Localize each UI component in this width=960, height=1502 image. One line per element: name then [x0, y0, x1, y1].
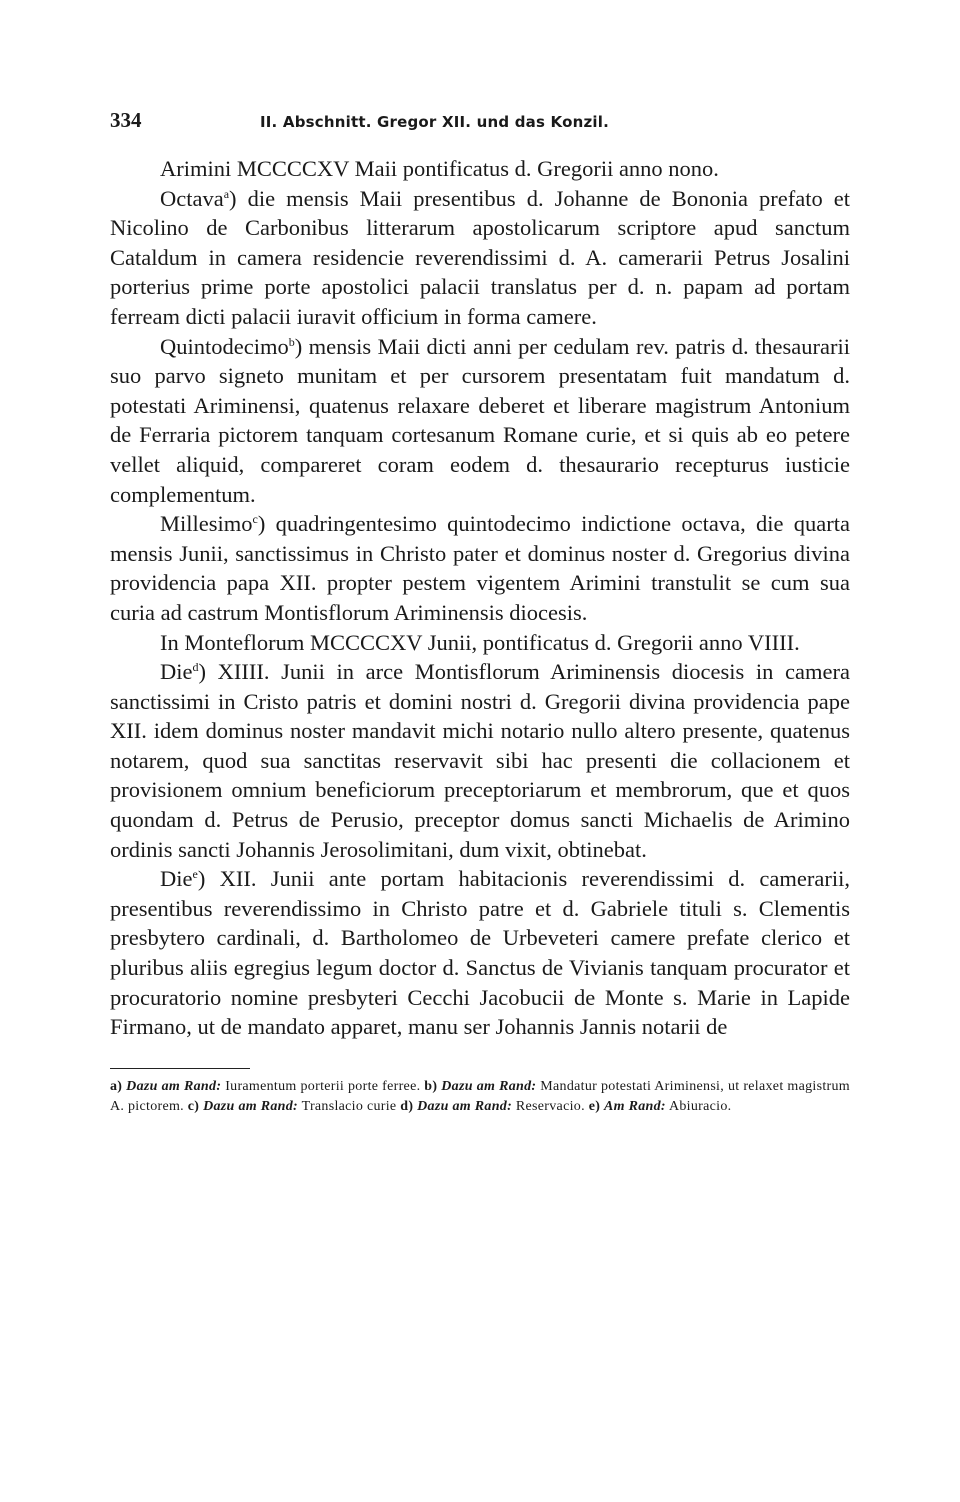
paragraph-text: Quintodecimo [160, 333, 289, 359]
footnote-label: c) [187, 1099, 200, 1115]
page-number: 334 [110, 108, 142, 132]
footnote-rule [110, 1068, 250, 1069]
footnote-reference: Dazu am Rand: [203, 1099, 299, 1115]
running-head: II. Abschnitt. Gregor XII. und das Konzil. [260, 113, 609, 131]
paragraph-text: In Monteflorum MCCCCXV Junii, pontificatus d. Gregorii anno VIIII. [160, 629, 800, 655]
footnote [110, 1079, 420, 1094]
footnote-label: d) [400, 1099, 414, 1115]
paragraph-text: Die [160, 866, 193, 892]
footnote-marker: a [223, 186, 230, 201]
paragraph-text: ) quadringentesimo quintodecimo indictione octava, die quarta mensis Junii, sanctissimus in Christo pater et dominus noster d. Gregorius divina providencia papa XII. propter pestem vigentem Arimini transtulit se cum sua curia ad castrum Montisflorum Ariminensis diocesis. [110, 511, 850, 625]
footnote-text: Translacio curie [301, 1099, 397, 1115]
paragraph [110, 864, 850, 1042]
paragraph-text: Die [160, 659, 193, 685]
paragraph [110, 509, 850, 627]
footnote [188, 1099, 397, 1114]
footnote-reference: Am Rand: [603, 1099, 666, 1115]
paragraph-text: Millesimo [160, 511, 253, 537]
paragraph [110, 628, 850, 658]
paragraph-text: ) XII. Junii ante portam habitacionis reverendissimi d. camerarii, presentibus reverendissimo in Christo patre et d. Gabriele tituli s. Clementis presbytero cardinali, d. Bartholomeo de Urbeveteri camere prefate clerico et pluribus aliis egregius legum doctor d. Sanctus de Vivianis tanquam procurator et procuratorio nomine presbyteri Cecchi Jacobucii de Monte s. Marie in Lapide Firmano, ut de mandato apparet, manu ser Johannis Jannis notarii de [110, 866, 850, 1040]
page-header [110, 108, 850, 138]
footnote-label: a) [110, 1078, 123, 1094]
paragraph-text: ) XIIII. Junii in arce Montisflorum Ariminensis diocesis in camera sanctissimi in Cristo patris et domini nostri d. Gregorii divina providencia pape XII. idem dominus noster mandavit michi notario nullo altero presente, quatenus notarem, quod sua sanctitas reservavit sibi hac presenti die collacionem et provisionem omnium beneficiorum preceptoriarum et membrorum, que et quos quondam d. Petrus de Perusio, preceptor domus sancti Michaelis de Arimino ordinis sancti Johannis Jerosolimitani, dum vixit, obtinebat. [110, 659, 850, 862]
footnote-text: Mandatur potestati Ariminensi, ut relaxet magistrum A. pictorem. [110, 1078, 850, 1115]
footnote-marker: d [192, 660, 199, 675]
footnotes [110, 1077, 850, 1118]
paragraph-text: Octava [160, 185, 224, 211]
paragraph [110, 332, 850, 510]
paragraph-text: ) mensis Maii dicti anni per cedulam rev. patris d. thesaurarii suo parvo signeto munitam et per cursorem presentatam fuit mandatum d. potestati Ariminensi, quatenus relaxare deberet et liberare magistrum Antonium de Ferraria pictorem tanquam cortesanum Romane curie, et si quis ab eo petere vellet aliquid, compareret coram eodem d. thesaurario recepturus iusticie complementum. [110, 333, 850, 507]
paragraph [110, 657, 850, 864]
footnote-reference: Dazu am Rand: [441, 1078, 537, 1094]
paragraph [110, 184, 850, 332]
footnote-marker: e [192, 867, 198, 882]
footnote-text: Reservacio. [515, 1099, 585, 1115]
footnote-label: b) [424, 1078, 438, 1094]
footnote-marker: c [252, 512, 258, 527]
footnote-reference: Dazu am Rand: [417, 1099, 513, 1115]
footnote-marker: b [288, 334, 295, 349]
body-text [110, 154, 850, 1042]
paragraph [110, 154, 850, 184]
footnote-reference: Dazu am Rand: [126, 1078, 222, 1094]
footnote [400, 1099, 585, 1114]
footnote-text: Abiuracio. [668, 1099, 732, 1115]
footnote-text: Iuramentum porterii porte ferree. [225, 1078, 421, 1094]
footnote-label: e) [588, 1099, 601, 1115]
paragraph-text: Arimini MCCCCXV Maii pontificatus d. Gregorii anno nono. [160, 156, 719, 181]
document-page [110, 108, 850, 1118]
paragraph-text: ) die mensis Maii presentibus d. Johanne de Bononia prefato et Nicolino de Carbonibus litterarum apostolicarum scriptore apud sanctum Cataldum in camera residencie reverendissimi d. A. camerarii Petrus Josalini porterius prime porte apostolici palacii translatus per d. n. papam ad portam ferream dicti palacii iuravit officium in forma camere. [110, 185, 850, 329]
footnote [589, 1099, 732, 1114]
